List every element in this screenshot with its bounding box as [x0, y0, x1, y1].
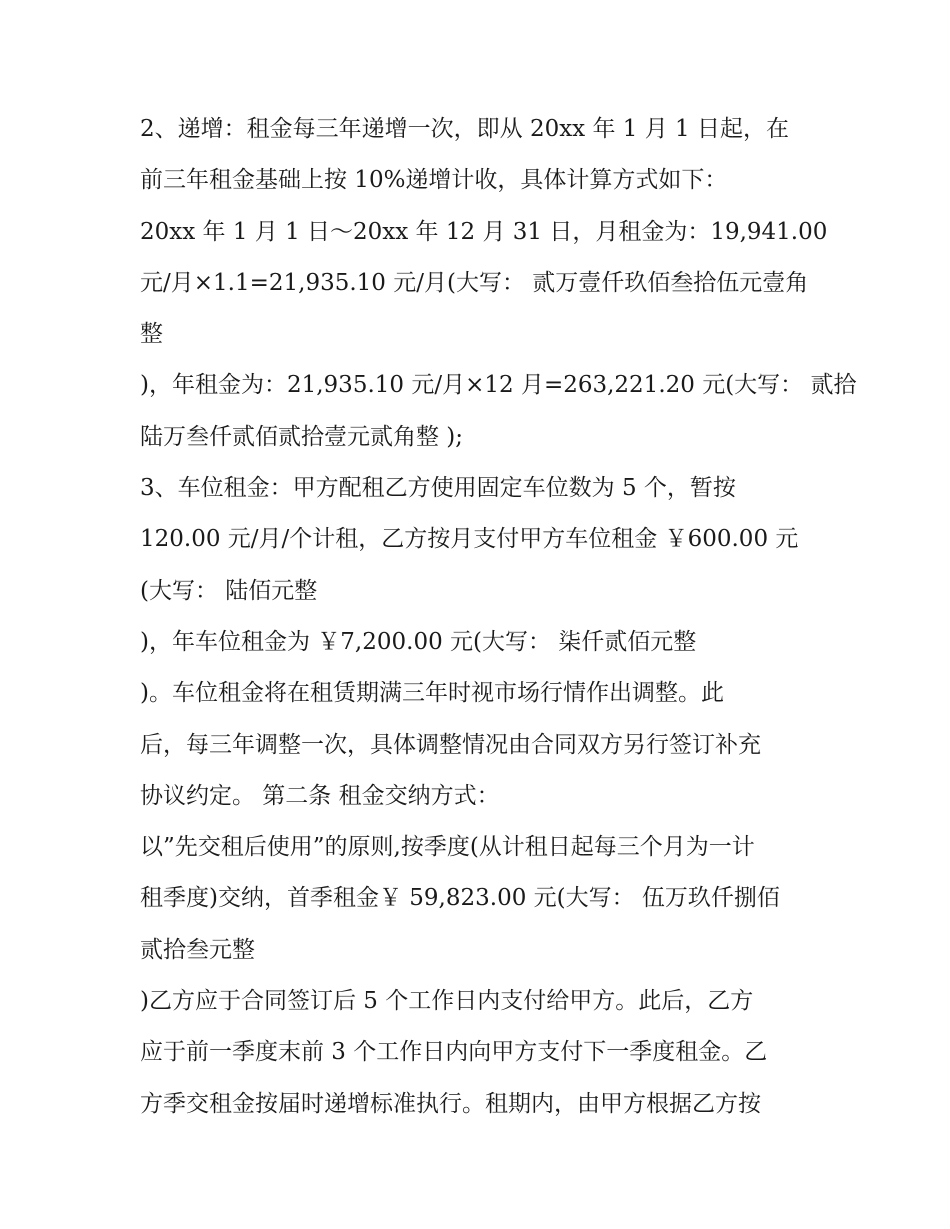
text-line: 前三年租金基础上按 10%递增计收，具体计算方式如下：	[140, 167, 728, 194]
text-line: 陆万叁仟贰佰贰拾壹元贰角整 );	[140, 423, 464, 450]
text-line: )，年租金为：21,935.10 元/月×12 月=263,221.20 元(大写： 贰拾	[140, 372, 857, 399]
text-line: 贰拾叁元整	[140, 936, 255, 963]
text-line: )。车位租金将在租赁期满三年时视市场行情作出调整。此	[140, 680, 724, 707]
text-line: 租季度)交纳，首季租金￥ 59,823.00 元(大写： 伍万玖仟捌佰	[140, 885, 780, 912]
text-line: 方季交租金按届时递增标准执行。租期内，由甲方根据乙方按	[140, 1090, 761, 1117]
text-line: 以”先交租后使用”的原则,按季度(从计租日起每三个月为一计	[140, 834, 755, 861]
text-line: 2、递增：租金每三年递增一次，即从 20xx 年 1 月 1 日起，在	[140, 116, 789, 142]
document-body	[140, 104, 857, 1130]
text-line: 整	[140, 321, 163, 348]
text-line: (大写： 陆佰元整	[140, 577, 318, 604]
text-line: )，年车位租金为 ￥7,200.00 元(大写： 柒仟贰佰元整	[140, 628, 697, 655]
text-line: 20xx 年 1 月 1 日～20xx 年 12 月 31 日，月租金为：19,941.00	[140, 218, 828, 245]
text-line: 120.00 元/月/个计租，乙方按月支付甲方车位租金 ￥600.00 元	[140, 526, 799, 553]
text-line: 后，每三年调整一次，具体调整情况由合同双方另行签订补充	[140, 731, 761, 758]
text-line: 元/月×1.1=21,935.10 元/月(大写： 贰万壹仟玖佰叁拾伍元壹角	[140, 269, 809, 296]
text-line: 协议约定。 第二条 租金交纳方式：	[140, 782, 500, 809]
text-line: 应于前一季度末前 3 个工作日内向甲方支付下一季度租金。乙	[140, 1039, 768, 1066]
text-line: )乙方应于合同签订后 5 个工作日内支付给甲方。此后，乙方	[140, 988, 754, 1015]
text-line: 3、车位租金：甲方配租乙方使用固定车位数为 5 个，暂按	[140, 475, 736, 502]
